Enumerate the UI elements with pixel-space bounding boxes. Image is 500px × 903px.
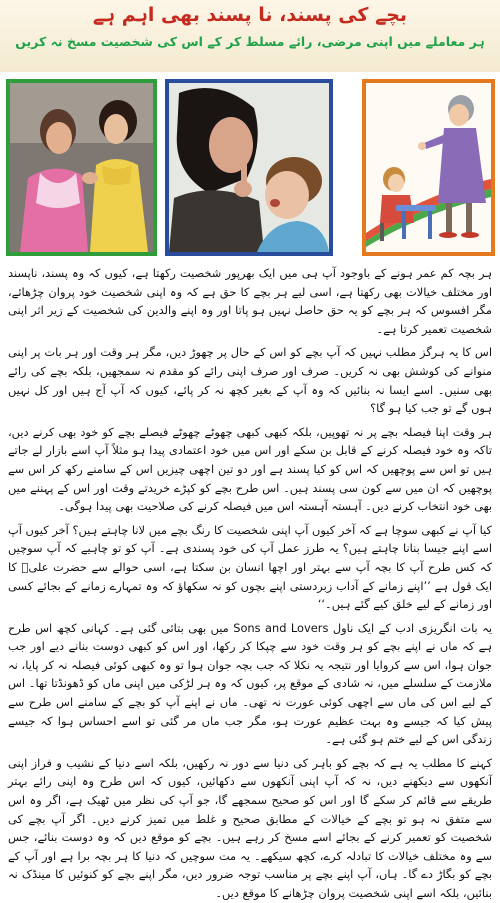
paragraph: ہر بچہ کم عمر ہونے کے باوجود آپ ہی میں ایک بھرپور شخصیت رکھتا ہے، کیوں کہ وہ پسند، ناپسند اور مختلف خیالات بھی رکھتا ہے، اسی لیے ہر بچے کا حق ہے کہ وہ اپنی شخصیت خود پروان چڑھائے، مگر افسوس کہ ہر بچے کو یہ حق حاصل نہیں ہو پاتا اور وہ اپنے والدین کی شخصیت کے زیر اثر اپنی شخصیت تعمیر کرتا ہے۔ [8,266,492,336]
teacher-and-student-illustration [362,79,495,256]
paragraph: یہ بات انگریزی ادب کے ایک ناول Sons and Lovers میں بھی بتائی گئی ہے۔ کہانی کچھ اس طرح ہے کہ ماں نے اپنے بچے کو ہر وقت خود سے چپکا کر رکھا، اور اس کو کبھی دوست بنانے دیے اور جب جوان ہوا، اس سے کروایا اور نتیجہ یہ نکلا کہ جب بچہ جوان ہوا تو وہ کبھی کوئی فیصلہ نہ کر پایا، نہ ملازمت کے سلسلے میں، نہ شادی کے موقع پر، کیوں کہ وہ ہر لڑکی میں اپنی ماں کو ڈھونڈتا تھا۔ اس کے لیے اس کی ماں سے اچھی کوئی عورت نہ تھی۔ ماں نے اپنے آپ کو بچے کے سامنے اس طرح سے پیش کیا کہ جیسے وہ بہت عظیم عورت ہو، مگر جب ماں مر گئی تو اسے احساس ہوا کہ جیسے زندگی اس کے لیے ختم ہو گئی ہے۔ [8,620,492,747]
article-body [8,264,492,900]
paragraph: ہر وقت اپنا فیصلہ بچے پر نہ تھوپیں، بلکہ کبھی کبھی چھوٹے چھوٹے فیصلے بچے کو خود بھی کرنے دیں، تاکہ وہ خود فیصلہ کرنے کے قابل بن سکے اور اس میں خود اعتمادی پیدا ہو مثلاً آپ اسے بازار لے جاتے ہیں تو اس سے پوچھیں کہ اس کو کیا پسند ہے اور دو تین اچھی چیزیں اس کے سامنے رکھ کر اس سے پوچھیں کہ ان میں سے کون سی پسند ہیں۔ اس طرح بچے کو کپڑے خریدتے وقت اور اس کے پہننے میں بھی خود انتخاب کرنے دیں۔ آہستہ آہستہ اس میں فیصلہ کرنے کی صلاحیت بھی پیدا ہوگی۔ [8,424,492,514]
article-subtitle: ہر معاملے میں اپنی مرضی، رائے مسلط کر کے اس کی شخصیت مسخ نہ کریں [15,34,485,49]
paragraph: اس کا یہ ہرگز مطلب نہیں کہ آپ بچے کو اس کے حال پر چھوڑ دیں، مگر ہر وقت اور ہر بات پر اپنی منوانے کی کوشش بھی نہ کریں۔ صرف اور صرف اپنی رائے کو مقدم نہ سمجھیں، بلکہ بچے کی رائے بھی سنیں۔ اسے ایسا نہ بنائیں کہ وہ آپ کے بغیر کچھ نہ کر پائے، کیوں کہ آپ آج ہیں اور کل نہیں ہوں گے تو جب کیا ہو گا؟ [8,345,492,416]
mother-and-daughter-photo [6,79,157,256]
article-title: بچے کی پسند، نا پسند بھی اہم ہے [92,4,408,26]
header-banner [0,0,500,72]
paragraph: کیا آپ نے کبھی سوچا ہے کہ آخر کیوں آپ اپنی شخصیت کا رنگ بچے میں لانا چاہتے ہیں؟ آخر کیوں آپ اسے اپنے جیسا بنانا چاہتے ہیں؟ یہ طرز عمل آپ کی خود پسندی ہے۔ آپ کو تو چاہیے کہ آپ سوچیں کہ کس طرح آپ کا بچہ آپ سے بہتر اور اچھا انسان بن سکتا ہے، اسی حوالے سے حضرت علیؓ کا ایک قول ہے ’’اپنے زمانے کے آداب زبردستی اپنے بچوں کو نہ سکھاؤ کہ وہ تمہارے زمانے کے بجائے کسی اور زمانے کے لیے خلق کیے گئے ہیں۔‘‘ [8,522,492,612]
parent-scolding-boy-photo [165,79,333,256]
paragraph: کہنے کا مطلب یہ ہے کہ بچے کو باہر کی دنیا سے دور نہ رکھیں، بلکہ اسے دنیا کے نشیب و فراز اپنی آنکھوں سے دیکھنے دیں، نہ کہ آپ اپنی آنکھوں سے دکھائیں، کیوں کہ اس طرح وہ اپنی رائے بہتر طریقے سے قائم کر سکے گا اور اس کو صحیح سمجھے گا، جو آپ کی نظر میں ٹھیک ہے، اگر وہ اس سے متفق نہ ہو تو بچے کے خیالات کے مطابق صحیح و غلط میں تمیز کرنے دیں۔ اگر آپ بچے کی شخصیت کو تعمیر کرنے کے بجائے اسے مسخ کر رہے ہیں۔ بچے کو موقع دیں کہ وہ دوست بنائے، جس سے وہ مختلف خیالات کا تبادلہ کرے، کچھ سیکھے۔ یہ مت سوچیں کہ دنیا کا ہر بچہ برا ہے اور آپ کے بچے کو بگاڑ دے گا۔ ہاں، آپ اپنے بچے پر مناسب توجہ ضرور دیں، مگر اپنے بچے کو کنوئیں کا مینڈک نہ بنائیں، بلکہ اسے اپنی شخصیت پروان چڑھانے کا موقع دیں۔ [8,755,492,900]
